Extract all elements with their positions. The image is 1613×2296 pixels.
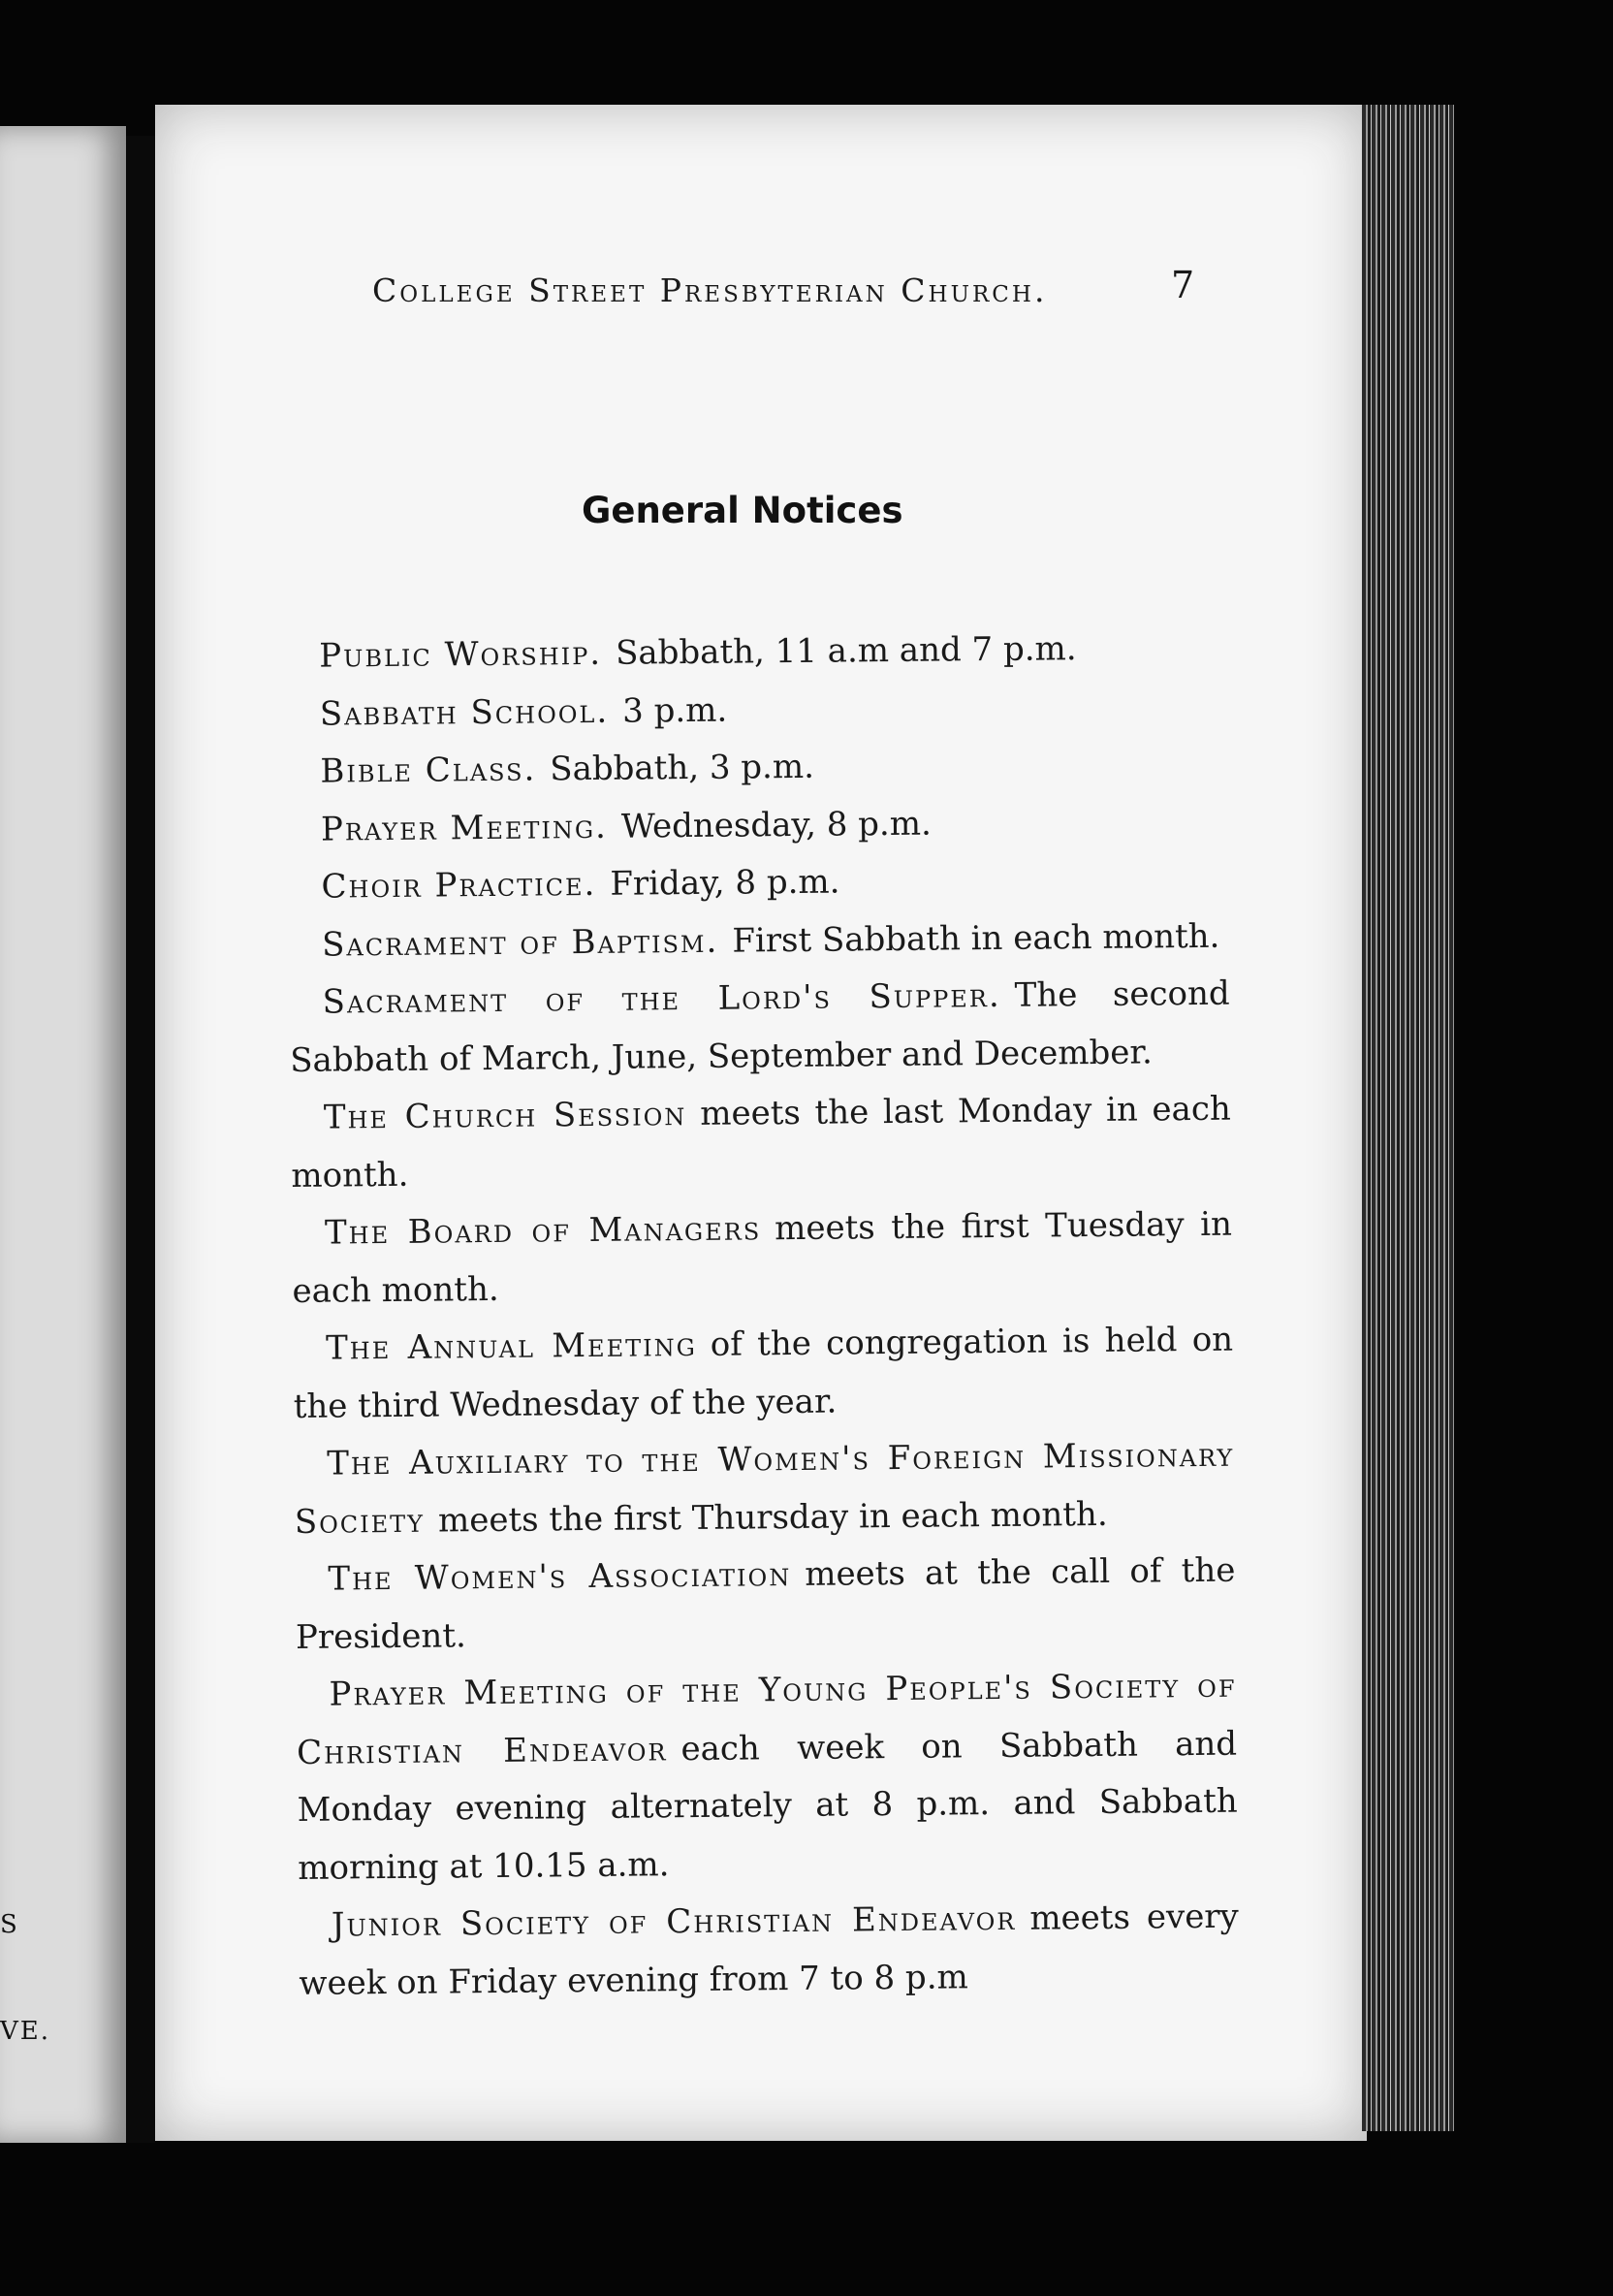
notice-item: [287, 677, 1228, 744]
notice-text: The second Sabbath of March, June, September and December.: [290, 973, 1230, 1080]
notice-heading: Choir Practice.: [321, 864, 597, 907]
notice-heading: Bible Class.: [320, 749, 537, 791]
notice-item: [288, 850, 1229, 917]
notice-text: each week on Sabbath and Monday evening alternately at 8 p.m. and Sabbath morning at 10.15 a.m.: [297, 1724, 1238, 1888]
notice-item: [295, 1543, 1236, 1667]
notice-heading: Prayer Meeting of the Young People's Society of Christian Endeavor: [296, 1666, 1237, 1772]
notice-heading: The Board of Managers: [324, 1209, 762, 1253]
notice-heading: Sacrament of Baptism.: [321, 921, 719, 965]
notice-item: [296, 1658, 1238, 1897]
notice-text: Friday, 8 p.m.: [610, 862, 840, 904]
notice-item: [294, 1427, 1235, 1551]
page-number: 7: [1171, 264, 1195, 306]
notice-item: [286, 620, 1227, 686]
page-edges-stack: [1362, 105, 1454, 2131]
notice-heading: Junior Society of Christian Endeavor: [331, 1898, 1017, 1945]
book-gutter: [126, 136, 155, 2143]
notice-heading: Sacrament of the Lord's Supper.: [322, 975, 1001, 1022]
notice-heading: Prayer Meeting.: [320, 807, 609, 849]
notice-text: 3 p.m.: [621, 690, 728, 731]
notice-text: Sabbath, 11 a.m and 7 p.m.: [615, 629, 1077, 673]
notice-item: [299, 1889, 1240, 2013]
notice-item: [293, 1312, 1234, 1436]
notice-item: [291, 1081, 1232, 1205]
notice-text: meets the first Thursday in each month.: [437, 1494, 1108, 1541]
notice-item: [287, 735, 1228, 802]
notice-item: [292, 1196, 1233, 1321]
notice-text: meets the last Monday in each month.: [291, 1089, 1231, 1196]
page-title: General Notices: [582, 490, 903, 531]
notice-text: meets at the call of the President.: [295, 1550, 1236, 1657]
notices-list: [286, 620, 1240, 2013]
notice-heading: The Annual Meeting: [325, 1324, 697, 1368]
previous-page-fragment: VE.: [0, 2017, 51, 2046]
notice-heading: The Church Session: [323, 1095, 687, 1137]
previous-page-edge: [0, 126, 126, 2143]
notice-heading: The Women's Association: [328, 1555, 792, 1599]
notice-text: First Sabbath in each month.: [732, 916, 1220, 961]
notice-heading: Sabbath School.: [319, 691, 610, 734]
running-head: College Street Presbyterian Church.: [372, 271, 1048, 309]
previous-page-fragment: S: [0, 1910, 19, 1939]
notice-heading: Public Worship.: [319, 633, 603, 676]
notice-text: Wednesday, 8 p.m.: [620, 804, 932, 846]
notice-text: meets the first Tuesday in each month.: [292, 1204, 1233, 1311]
notice-heading: The Auxiliary to the Women's Foreign Missionary Society: [294, 1435, 1235, 1542]
notice-text: Sabbath, 3 p.m.: [550, 747, 815, 789]
notice-text: of the congregation is held on the third Wednesday of the year.: [293, 1320, 1234, 1426]
notice-item: [288, 792, 1229, 859]
notice-text: meets every week on Friday evening from 7 to 8 p.m: [299, 1897, 1239, 2003]
notice-item: [289, 966, 1230, 1090]
notice-item: [289, 908, 1230, 974]
